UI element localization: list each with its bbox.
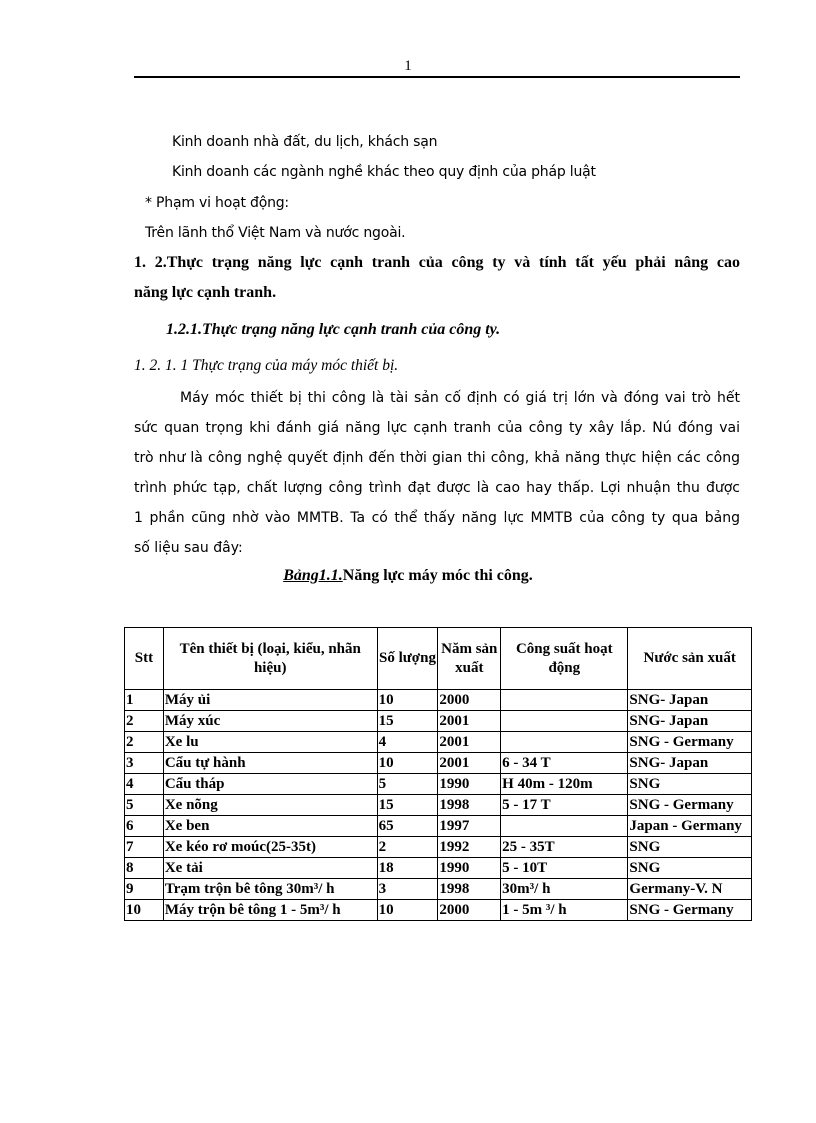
cell-qty: 4 [377,732,438,753]
header-rule [134,76,740,78]
cell-origin: SNG - Germany [628,732,752,753]
subsubsection-heading: 1. 2. 1. 1 Thực trạng của máy móc thiết bị. [134,357,399,374]
cell-qty: 10 [377,690,438,711]
cell-name: Máy xúc [163,711,377,732]
cell-year: 1990 [438,858,501,879]
header-origin: Nước sản xuất [628,628,752,690]
cell-year: 2000 [438,690,501,711]
body-paragraph [134,383,740,563]
cell-capacity [501,711,628,732]
cell-stt: 3 [125,753,164,774]
cell-stt: 10 [125,900,164,921]
cell-origin: Germany-V. N [628,879,752,900]
cell-origin: SNG - Germany [628,795,752,816]
cell-year: 2001 [438,753,501,774]
cell-qty: 18 [377,858,438,879]
table-row [125,711,752,732]
cell-name: Xe tải [163,858,377,879]
cell-origin: SNG [628,858,752,879]
cell-capacity: 25 - 35T [501,837,628,858]
cell-origin: SNG - Germany [628,900,752,921]
table-row [125,753,752,774]
cell-year: 2000 [438,900,501,921]
table-row [125,795,752,816]
text-line-scope-label: * Phạm vi hoạt động: [145,195,289,211]
equipment-table [124,627,752,921]
cell-qty: 10 [377,753,438,774]
cell-name: Cẩu tự hành [163,753,377,774]
table-row [125,837,752,858]
cell-name: Xe kéo rơ moúc(25-35t) [163,837,377,858]
cell-qty: 10 [377,900,438,921]
cell-capacity: 30m³/ h [501,879,628,900]
table-row [125,732,752,753]
section-heading-line-1: 1. 2.Thực trạng năng lực cạnh tranh của công ty và tính tất yếu phải nâng cao [134,254,740,271]
table-caption-label: Bảng1.1. [283,567,343,584]
paragraph-line: sức quan trọng khi đánh giá năng lực cạnh tranh của công ty xây lắp. Nú đóng vai [134,420,740,436]
cell-stt: 2 [125,732,164,753]
cell-name: Trạm trộn bê tông 30m³/ h [163,879,377,900]
cell-year: 1990 [438,774,501,795]
cell-capacity: 6 - 34 T [501,753,628,774]
cell-qty: 2 [377,837,438,858]
header-capacity: Công suất hoạt động [501,628,628,690]
table-row [125,690,752,711]
header-qty: Số lượng [377,628,438,690]
cell-capacity: H 40m - 120m [501,774,628,795]
header-name: Tên thiết bị (loại, kiểu, nhãn hiệu) [163,628,377,690]
cell-stt: 4 [125,774,164,795]
table-caption [0,567,816,585]
cell-name: Cẩu tháp [163,774,377,795]
header-stt: Stt [125,628,164,690]
page-number: 1 [404,58,412,74]
cell-stt: 8 [125,858,164,879]
cell-origin: SNG [628,774,752,795]
table-caption-text: Năng lực máy móc thi công. [342,567,533,584]
cell-year: 1992 [438,837,501,858]
cell-name: Máy ủi [163,690,377,711]
cell-qty: 15 [377,711,438,732]
table-row [125,858,752,879]
cell-qty: 15 [377,795,438,816]
cell-capacity [501,732,628,753]
cell-name: Xe nõng [163,795,377,816]
cell-stt: 2 [125,711,164,732]
paragraph-line: Máy móc thiết bị thi công là tài sản cố định có giá trị lớn và đóng vai trò hết [180,390,740,406]
cell-stt: 7 [125,837,164,858]
cell-year: 1997 [438,816,501,837]
text-line-business-1: Kinh doanh nhà đất, du lịch, khách sạn [172,134,438,150]
paragraph-line: 1 phần cũng nhờ vào MMTB. Ta có thể thấy năng lực MMTB của công ty qua bảng [134,510,740,526]
cell-year: 2001 [438,732,501,753]
table-row [125,900,752,921]
table-row [125,774,752,795]
text-line-scope-value: Trên lãnh thổ Việt Nam và nước ngoài. [145,225,406,241]
cell-stt: 5 [125,795,164,816]
cell-qty: 65 [377,816,438,837]
text-line-business-2: Kinh doanh các ngành nghề khác theo quy định của pháp luật [172,164,596,180]
cell-origin: SNG- Japan [628,690,752,711]
cell-year: 1998 [438,795,501,816]
cell-capacity: 5 - 17 T [501,795,628,816]
cell-origin: SNG- Japan [628,753,752,774]
cell-origin: SNG- Japan [628,711,752,732]
cell-qty: 3 [377,879,438,900]
paragraph-line: trình phức tạp, chất lượng công trình đạt được là cao hay thấp. Lợi nhuận thu được [134,480,740,496]
section-heading-line-2: năng lực cạnh tranh. [134,284,277,301]
cell-origin: SNG [628,837,752,858]
cell-name: Máy trộn bê tông 1 - 5m³/ h [163,900,377,921]
cell-capacity: 1 - 5m ³/ h [501,900,628,921]
table-row [125,816,752,837]
subsection-heading: 1.2.1.Thực trạng năng lực cạnh tranh của công ty. [166,321,501,338]
paragraph-line: trò như là công nghệ quyết định đến thời gian thi công, khả năng thực hiện các công [134,450,740,466]
table-header-row [125,628,752,690]
cell-stt: 1 [125,690,164,711]
cell-capacity [501,690,628,711]
cell-year: 1998 [438,879,501,900]
cell-qty: 5 [377,774,438,795]
header-year: Năm sản xuất [438,628,501,690]
cell-name: Xe ben [163,816,377,837]
cell-capacity: 5 - 10T [501,858,628,879]
cell-origin: Japan - Germany [628,816,752,837]
cell-stt: 9 [125,879,164,900]
cell-name: Xe lu [163,732,377,753]
paragraph-line: số liệu sau đây: [134,540,243,556]
table-row [125,879,752,900]
cell-stt: 6 [125,816,164,837]
cell-year: 2001 [438,711,501,732]
cell-capacity [501,816,628,837]
